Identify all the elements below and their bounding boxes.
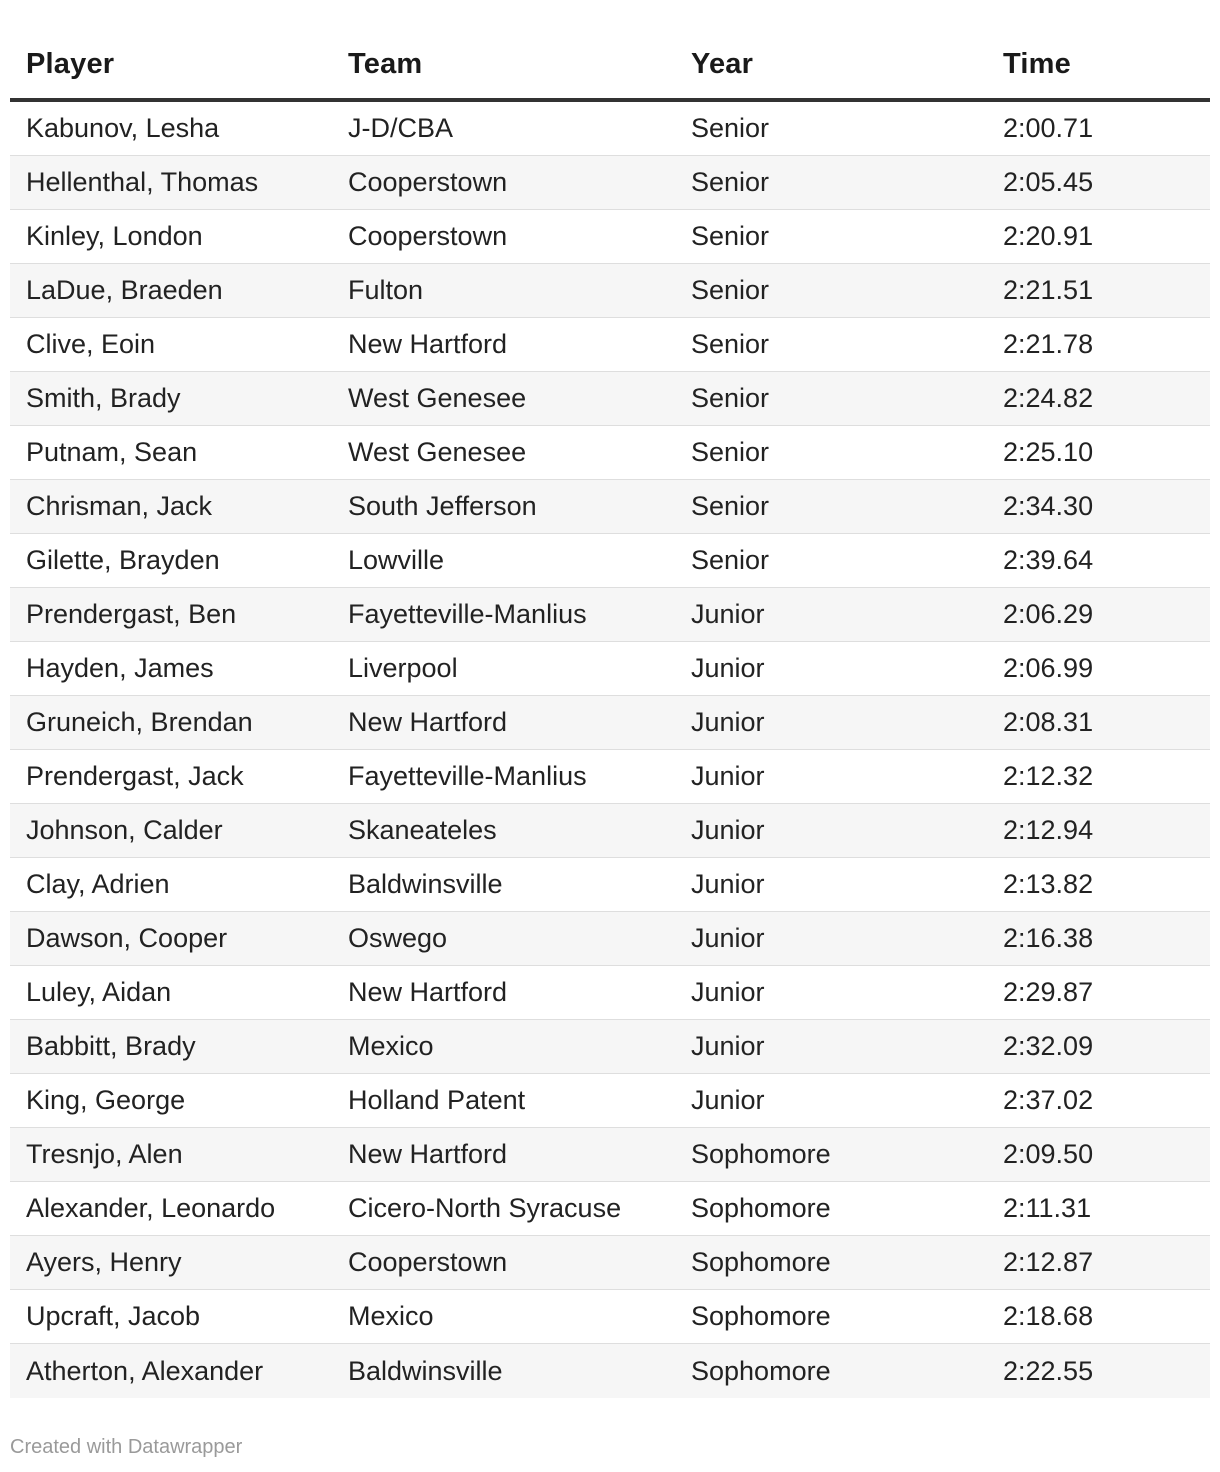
cell-player: Smith, Brady	[26, 383, 181, 413]
cell-player: Prendergast, Ben	[26, 599, 237, 629]
column-header-time[interactable]: Time	[1003, 47, 1071, 80]
cell-team: Fayetteville-Manlius	[348, 761, 587, 791]
cell-player: Luley, Aidan	[26, 977, 172, 1007]
cell-time: 2:06.29	[1003, 599, 1094, 629]
table-row	[10, 1074, 1210, 1128]
table-row	[10, 480, 1210, 534]
cell-player: Atherton, Alexander	[26, 1355, 264, 1386]
table-row	[10, 696, 1210, 750]
cell-player: Upcraft, Jacob	[26, 1301, 201, 1331]
cell-player: LaDue, Braeden	[26, 275, 223, 305]
cell-player: Gruneich, Brendan	[26, 707, 253, 737]
cell-year: Senior	[691, 491, 770, 521]
cell-year: Junior	[691, 815, 765, 845]
cell-player: Johnson, Calder	[26, 815, 223, 845]
cell-player: Tresnjo, Alen	[26, 1139, 183, 1169]
cell-year: Senior	[691, 329, 770, 359]
table-row	[10, 1128, 1210, 1182]
cell-time: 2:06.99	[1003, 653, 1094, 683]
cell-year: Junior	[691, 1031, 765, 1061]
cell-time: 2:25.10	[1003, 437, 1094, 467]
cell-year: Senior	[691, 113, 770, 143]
cell-team: West Genesee	[348, 437, 527, 467]
table-row	[10, 264, 1210, 318]
column-header-year[interactable]: Year	[691, 47, 754, 80]
cell-year: Junior	[691, 761, 765, 791]
table-row	[10, 1290, 1210, 1344]
cell-time: 2:16.38	[1003, 923, 1094, 953]
cell-year: Senior	[691, 275, 770, 305]
cell-player: Dawson, Cooper	[26, 923, 228, 953]
cell-team: J-D/CBA	[348, 113, 454, 143]
cell-time: 2:12.32	[1003, 761, 1094, 791]
table-row	[10, 642, 1210, 696]
cell-time: 2:34.30	[1003, 491, 1094, 521]
cell-year: Sophomore	[691, 1193, 831, 1223]
cell-player: Hellenthal, Thomas	[26, 167, 259, 197]
table-row	[10, 318, 1210, 372]
cell-time: 2:21.51	[1003, 275, 1094, 305]
cell-player: Putnam, Sean	[26, 437, 198, 467]
cell-team: Mexico	[348, 1301, 434, 1331]
cell-time: 2:22.55	[1003, 1355, 1094, 1386]
cell-time: 2:05.45	[1003, 167, 1094, 197]
cell-team: Oswego	[348, 923, 448, 953]
cell-team: New Hartford	[348, 707, 508, 737]
cell-team: Mexico	[348, 1031, 434, 1061]
cell-time: 2:29.87	[1003, 977, 1094, 1007]
table-row	[10, 1020, 1210, 1074]
cell-year: Senior	[691, 221, 770, 251]
table-header	[10, 30, 1210, 102]
cell-player: Clay, Adrien	[26, 869, 170, 899]
cell-time: 2:11.31	[1003, 1193, 1092, 1223]
cell-team: Cicero-North Syracuse	[348, 1193, 622, 1223]
cell-year: Sophomore	[691, 1301, 831, 1331]
cell-year: Junior	[691, 923, 765, 953]
cell-player: Clive, Eoin	[26, 329, 156, 359]
cell-player: Kinley, London	[26, 221, 203, 251]
cell-player: Gilette, Brayden	[26, 545, 220, 575]
cell-team: Cooperstown	[348, 167, 508, 197]
cell-team: New Hartford	[348, 977, 508, 1007]
cell-team: Lowville	[348, 545, 445, 575]
cell-time: 2:21.78	[1003, 329, 1094, 359]
cell-time: 2:32.09	[1003, 1031, 1094, 1061]
cell-time: 2:18.68	[1003, 1301, 1094, 1331]
cell-player: Alexander, Leonardo	[26, 1193, 276, 1223]
cell-year: Sophomore	[691, 1247, 831, 1277]
table-row	[10, 858, 1210, 912]
table-row	[10, 912, 1210, 966]
cell-time: 2:12.87	[1003, 1247, 1094, 1277]
cell-year: Senior	[691, 383, 770, 413]
table-row	[10, 750, 1210, 804]
cell-player: Chrisman, Jack	[26, 491, 213, 521]
cell-team: Baldwinsville	[348, 869, 503, 899]
table-row	[10, 534, 1210, 588]
cell-team: South Jefferson	[348, 491, 537, 521]
cell-team: Holland Patent	[348, 1085, 526, 1115]
column-header-player[interactable]: Player	[26, 47, 115, 80]
table-row	[10, 588, 1210, 642]
cell-time: 2:12.94	[1003, 815, 1094, 845]
cell-time: 2:20.91	[1003, 221, 1094, 251]
cell-year: Junior	[691, 707, 765, 737]
cell-year: Sophomore	[691, 1355, 831, 1386]
table-body	[10, 102, 1210, 1398]
cell-player: Hayden, James	[26, 653, 214, 683]
cell-team: Liverpool	[348, 653, 458, 683]
cell-player: Prendergast, Jack	[26, 761, 244, 791]
cell-time: 2:13.82	[1003, 869, 1094, 899]
cell-time: 2:24.82	[1003, 383, 1094, 413]
cell-team: Fayetteville-Manlius	[348, 599, 587, 629]
table-row	[10, 1182, 1210, 1236]
table-row	[10, 966, 1210, 1020]
table-row	[10, 426, 1210, 480]
datawrapper-credit: Created with Datawrapper	[10, 1436, 243, 1458]
cell-team: Baldwinsville	[348, 1355, 503, 1386]
cell-time: 2:09.50	[1003, 1139, 1094, 1169]
cell-team: Cooperstown	[348, 221, 508, 251]
cell-player: Babbitt, Brady	[26, 1031, 196, 1061]
cell-year: Junior	[691, 977, 765, 1007]
table-row	[10, 372, 1210, 426]
cell-year: Junior	[691, 653, 765, 683]
table-row	[10, 1236, 1210, 1290]
table-row	[10, 1344, 1210, 1398]
cell-year: Sophomore	[691, 1139, 831, 1169]
cell-year: Junior	[691, 869, 765, 899]
cell-year: Junior	[691, 1085, 765, 1115]
cell-time: 2:00.71	[1003, 113, 1094, 143]
cell-team: Skaneateles	[348, 815, 497, 845]
cell-team: West Genesee	[348, 383, 527, 413]
cell-team: New Hartford	[348, 329, 508, 359]
cell-time: 2:39.64	[1003, 545, 1094, 575]
table-row	[10, 102, 1210, 156]
cell-year: Senior	[691, 545, 770, 575]
cell-player: King, George	[26, 1085, 186, 1115]
cell-year: Senior	[691, 167, 770, 197]
cell-team: Fulton	[348, 275, 424, 305]
table-row	[10, 156, 1210, 210]
table-row	[10, 804, 1210, 858]
cell-player: Kabunov, Lesha	[26, 113, 220, 143]
data-table	[10, 30, 1210, 1398]
column-header-team[interactable]: Team	[348, 47, 423, 80]
cell-time: 2:37.02	[1003, 1085, 1094, 1115]
cell-year: Junior	[691, 599, 765, 629]
cell-year: Senior	[691, 437, 770, 467]
cell-team: New Hartford	[348, 1139, 508, 1169]
table-row	[10, 210, 1210, 264]
cell-player: Ayers, Henry	[26, 1247, 182, 1277]
cell-time: 2:08.31	[1003, 707, 1094, 737]
cell-team: Cooperstown	[348, 1247, 508, 1277]
